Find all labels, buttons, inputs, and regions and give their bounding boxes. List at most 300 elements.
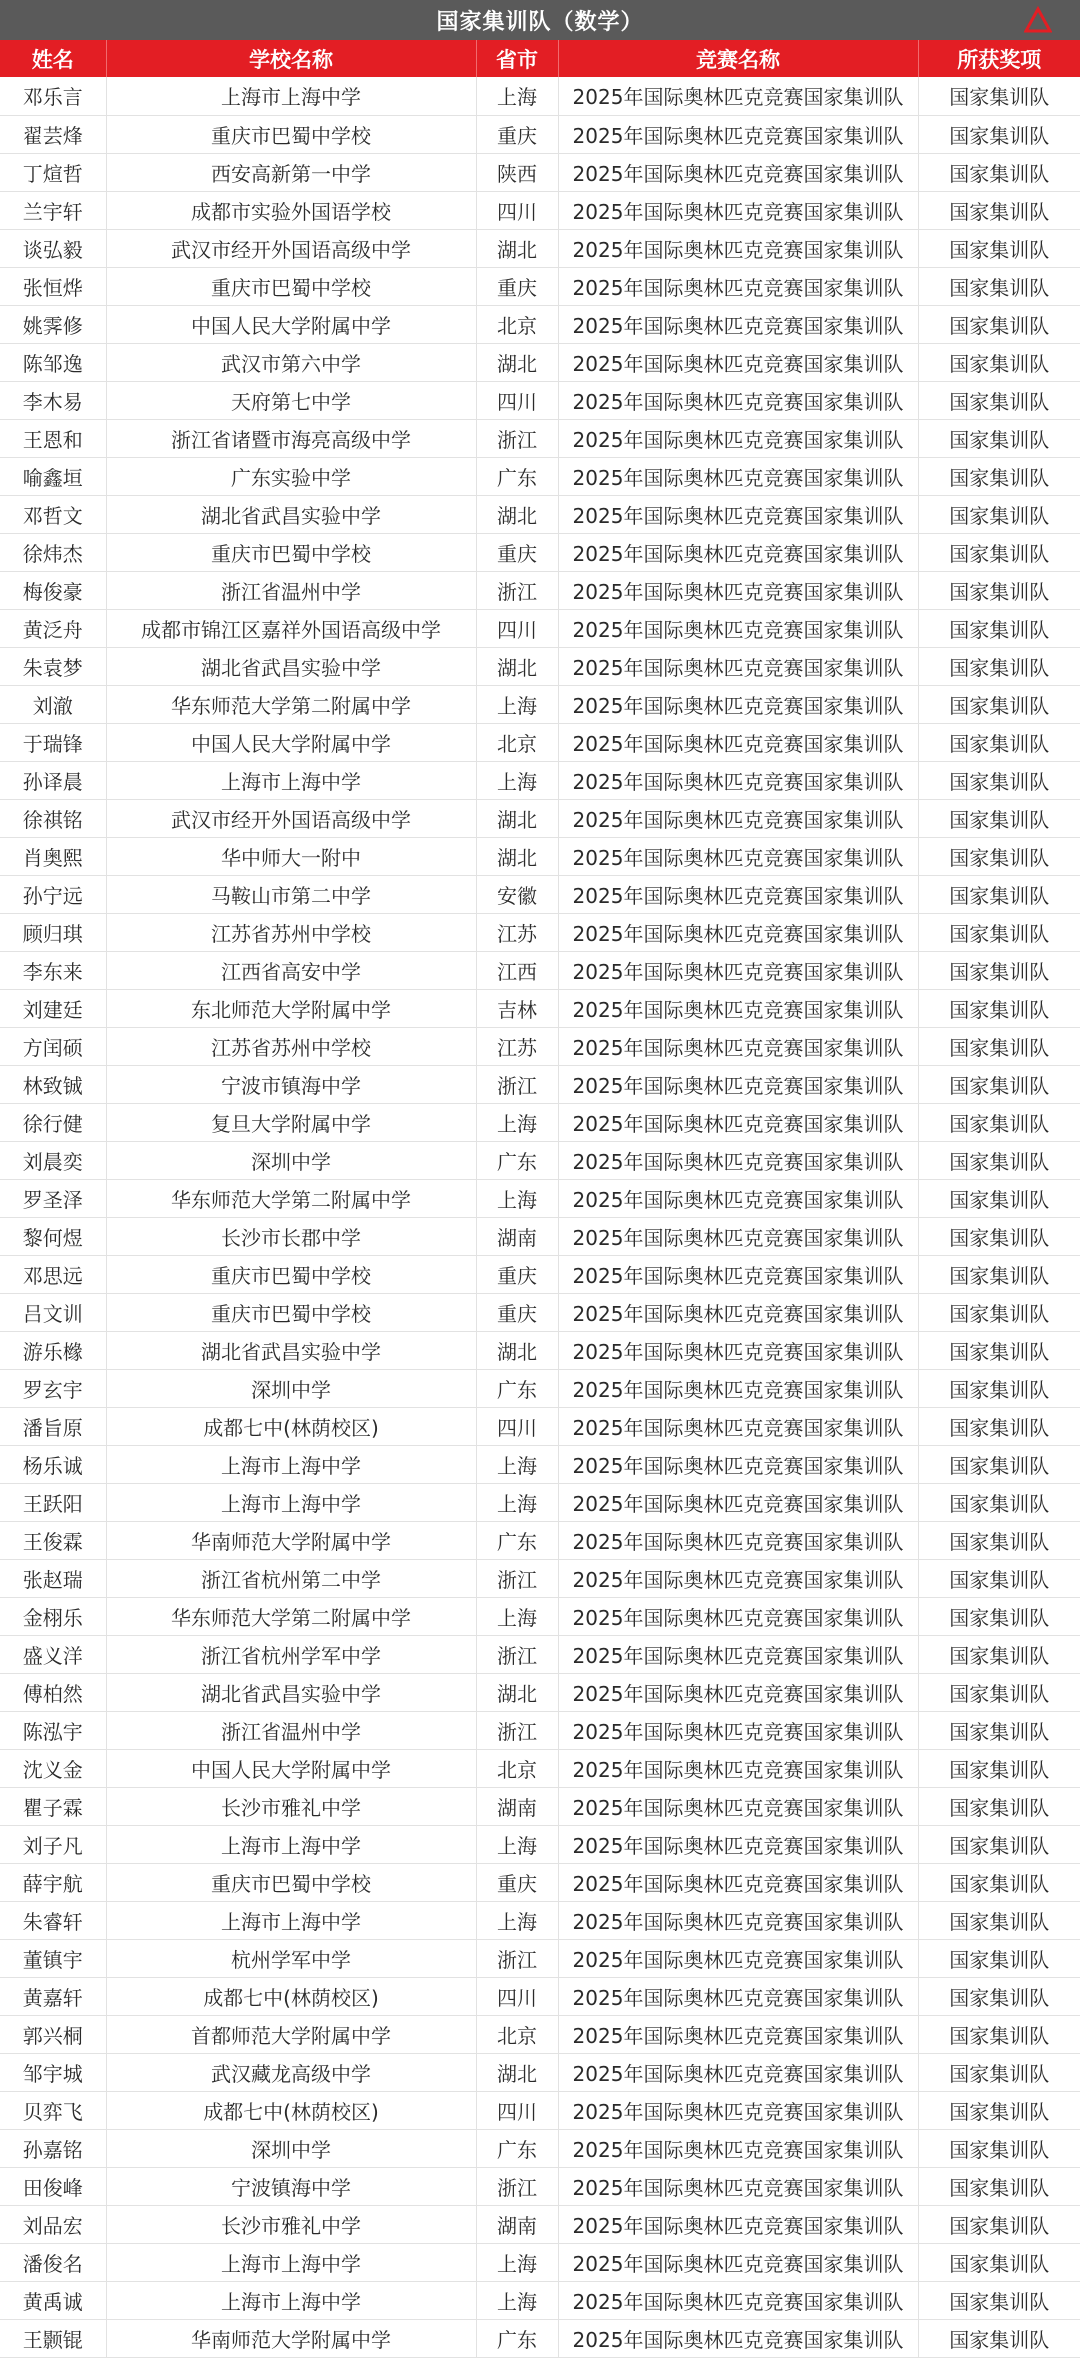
cell-award: 国家集训队 [918,2091,1080,2129]
cell-province: 上海 [476,1825,558,1863]
cell-province: 浙江 [476,419,558,457]
cell-province: 上海 [476,1901,558,1939]
cell-school: 上海市上海中学 [106,77,476,115]
table-row [0,419,1080,457]
cell-school: 武汉市经开外国语高级中学 [106,229,476,267]
cell-competition: 2025年国际奥林匹克竞赛国家集训队 [558,1065,918,1103]
cell-award: 国家集训队 [918,1483,1080,1521]
cell-award: 国家集训队 [918,799,1080,837]
cell-province: 湖北 [476,229,558,267]
cell-award: 国家集训队 [918,1559,1080,1597]
table-row [0,153,1080,191]
cell-competition: 2025年国际奥林匹克竞赛国家集训队 [558,1141,918,1179]
cell-competition: 2025年国际奥林匹克竞赛国家集训队 [558,1559,918,1597]
cell-award: 国家集训队 [918,647,1080,685]
cell-award: 国家集训队 [918,1901,1080,1939]
cell-name: 邓哲文 [0,495,106,533]
cell-province: 上海 [476,1179,558,1217]
table-banner [0,0,1080,40]
cell-province: 湖北 [476,1673,558,1711]
cell-name: 孙宁远 [0,875,106,913]
table-row [0,1027,1080,1065]
table-row [0,989,1080,1027]
cell-competition: 2025年国际奥林匹克竞赛国家集训队 [558,2281,918,2319]
cell-school: 湖北省武昌实验中学 [106,495,476,533]
cell-competition: 2025年国际奥林匹克竞赛国家集训队 [558,799,918,837]
cell-school: 宁波镇海中学 [106,2167,476,2205]
cell-school: 江苏省苏州中学校 [106,1027,476,1065]
table-row [0,647,1080,685]
cell-award: 国家集训队 [918,1863,1080,1901]
cell-name: 沈义金 [0,1749,106,1787]
cell-school: 华东师范大学第二附属中学 [106,685,476,723]
table-row [0,457,1080,495]
cell-province: 浙江 [476,1711,558,1749]
cell-school: 中国人民大学附属中学 [106,305,476,343]
cell-school: 重庆市巴蜀中学校 [106,1863,476,1901]
table-row [0,1103,1080,1141]
cell-name: 金栩乐 [0,1597,106,1635]
cell-competition: 2025年国际奥林匹克竞赛国家集训队 [558,837,918,875]
cell-school: 长沙市长郡中学 [106,1217,476,1255]
cell-school: 深圳中学 [106,1369,476,1407]
cell-province: 重庆 [476,267,558,305]
cell-province: 广东 [476,2319,558,2357]
cell-school: 马鞍山市第二中学 [106,875,476,913]
table-row [0,2319,1080,2357]
cell-competition: 2025年国际奥林匹克竞赛国家集训队 [558,1521,918,1559]
cell-province: 重庆 [476,1255,558,1293]
cell-school: 上海市上海中学 [106,1483,476,1521]
cell-name: 谈弘毅 [0,229,106,267]
table-row [0,1977,1080,2015]
cell-name: 游乐橼 [0,1331,106,1369]
cell-province: 上海 [476,1103,558,1141]
cell-competition: 2025年国际奥林匹克竞赛国家集训队 [558,1597,918,1635]
cell-school: 浙江省诸暨市海亮高级中学 [106,419,476,457]
table-row [0,2091,1080,2129]
cell-award: 国家集训队 [918,381,1080,419]
cell-province: 安徽 [476,875,558,913]
table-row [0,533,1080,571]
cell-province: 湖北 [476,2053,558,2091]
table-row [0,1293,1080,1331]
table-row [0,1331,1080,1369]
cell-competition: 2025年国际奥林匹克竞赛国家集训队 [558,2205,918,2243]
cell-province: 浙江 [476,1939,558,1977]
cell-province: 湖南 [476,1787,558,1825]
cell-name: 罗圣泽 [0,1179,106,1217]
cell-school: 长沙市雅礼中学 [106,2205,476,2243]
cell-school: 首都师范大学附属中学 [106,2015,476,2053]
cell-province: 浙江 [476,2167,558,2205]
cell-award: 国家集训队 [918,1521,1080,1559]
table-row [0,1255,1080,1293]
cell-school: 湖北省武昌实验中学 [106,1673,476,1711]
cell-province: 湖北 [476,343,558,381]
training-team-table [0,40,1080,2358]
cell-school: 成都七中(林荫校区) [106,1407,476,1445]
cell-award: 国家集训队 [918,1597,1080,1635]
cell-school: 浙江省温州中学 [106,1711,476,1749]
table-row [0,1901,1080,1939]
cell-competition: 2025年国际奥林匹克竞赛国家集训队 [558,343,918,381]
cell-competition: 2025年国际奥林匹克竞赛国家集训队 [558,1407,918,1445]
cell-name: 傅柏然 [0,1673,106,1711]
cell-province: 湖北 [476,495,558,533]
cell-province: 广东 [476,1141,558,1179]
table-row [0,305,1080,343]
cell-competition: 2025年国际奥林匹克竞赛国家集训队 [558,1217,918,1255]
cell-school: 武汉藏龙高级中学 [106,2053,476,2091]
cell-award: 国家集训队 [918,2281,1080,2319]
cell-school: 华中师大一附中 [106,837,476,875]
cell-province: 湖南 [476,2205,558,2243]
cell-award: 国家集训队 [918,609,1080,647]
cell-name: 邓思远 [0,1255,106,1293]
cell-school: 浙江省温州中学 [106,571,476,609]
cell-competition: 2025年国际奥林匹克竞赛国家集训队 [558,2015,918,2053]
cell-award: 国家集训队 [918,191,1080,229]
cell-competition: 2025年国际奥林匹克竞赛国家集训队 [558,1027,918,1065]
table-row [0,381,1080,419]
cell-province: 吉林 [476,989,558,1027]
header-province: 省市 [476,40,558,77]
cell-award: 国家集训队 [918,1293,1080,1331]
cell-province: 重庆 [476,533,558,571]
cell-name: 邓乐言 [0,77,106,115]
cell-competition: 2025年国际奥林匹克竞赛国家集训队 [558,2319,918,2357]
cell-award: 国家集训队 [918,115,1080,153]
cell-competition: 2025年国际奥林匹克竞赛国家集训队 [558,1863,918,1901]
table-row [0,2015,1080,2053]
cell-name: 梅俊豪 [0,571,106,609]
cell-award: 国家集训队 [918,533,1080,571]
table-row [0,609,1080,647]
cell-school: 浙江省杭州第二中学 [106,1559,476,1597]
cell-award: 国家集训队 [918,153,1080,191]
cell-award: 国家集训队 [918,2015,1080,2053]
cell-award: 国家集训队 [918,1445,1080,1483]
cell-award: 国家集训队 [918,1635,1080,1673]
table-row [0,1939,1080,1977]
table-row [0,837,1080,875]
cell-school: 重庆市巴蜀中学校 [106,1255,476,1293]
cell-name: 喻鑫垣 [0,457,106,495]
cell-name: 贝弈飞 [0,2091,106,2129]
cell-province: 湖北 [476,647,558,685]
cell-competition: 2025年国际奥林匹克竞赛国家集训队 [558,77,918,115]
cell-school: 上海市上海中学 [106,761,476,799]
table-row [0,77,1080,115]
cell-competition: 2025年国际奥林匹克竞赛国家集训队 [558,723,918,761]
cell-school: 天府第七中学 [106,381,476,419]
cell-name: 罗玄宇 [0,1369,106,1407]
cell-province: 重庆 [476,1863,558,1901]
cell-award: 国家集训队 [918,1369,1080,1407]
cell-school: 成都七中(林荫校区) [106,1977,476,2015]
cell-name: 陈邹逸 [0,343,106,381]
cell-name: 方闰硕 [0,1027,106,1065]
cell-award: 国家集训队 [918,1217,1080,1255]
cell-province: 浙江 [476,1065,558,1103]
cell-competition: 2025年国际奥林匹克竞赛国家集训队 [558,1939,918,1977]
cell-competition: 2025年国际奥林匹克竞赛国家集训队 [558,647,918,685]
cell-school: 湖北省武昌实验中学 [106,647,476,685]
table-row [0,1673,1080,1711]
cell-name: 田俊峰 [0,2167,106,2205]
cell-school: 西安高新第一中学 [106,153,476,191]
cell-award: 国家集训队 [918,1711,1080,1749]
cell-name: 邹宇城 [0,2053,106,2091]
cell-award: 国家集训队 [918,229,1080,267]
cell-province: 广东 [476,2129,558,2167]
cell-province: 上海 [476,1445,558,1483]
cell-name: 徐祺铭 [0,799,106,837]
cell-name: 瞿子霖 [0,1787,106,1825]
cell-award: 国家集训队 [918,723,1080,761]
table-row [0,2053,1080,2091]
cell-award: 国家集训队 [918,2129,1080,2167]
cell-province: 广东 [476,457,558,495]
cell-school: 华东师范大学第二附属中学 [106,1597,476,1635]
cell-province: 广东 [476,1521,558,1559]
cell-school: 重庆市巴蜀中学校 [106,1293,476,1331]
triangle-logo-icon [1024,6,1052,34]
cell-competition: 2025年国际奥林匹克竞赛国家集训队 [558,989,918,1027]
cell-province: 上海 [476,685,558,723]
cell-competition: 2025年国际奥林匹克竞赛国家集训队 [558,1103,918,1141]
table-row [0,1065,1080,1103]
cell-school: 长沙市雅礼中学 [106,1787,476,1825]
cell-school: 成都七中(林荫校区) [106,2091,476,2129]
table-row [0,495,1080,533]
table-row [0,1825,1080,1863]
cell-school: 上海市上海中学 [106,1445,476,1483]
cell-award: 国家集训队 [918,1331,1080,1369]
table-row [0,1863,1080,1901]
cell-province: 北京 [476,1749,558,1787]
cell-competition: 2025年国际奥林匹克竞赛国家集训队 [558,153,918,191]
table-row [0,191,1080,229]
cell-competition: 2025年国际奥林匹克竞赛国家集训队 [558,875,918,913]
cell-competition: 2025年国际奥林匹克竞赛国家集训队 [558,267,918,305]
cell-award: 国家集训队 [918,2053,1080,2091]
cell-name: 于瑞锋 [0,723,106,761]
cell-award: 国家集训队 [918,77,1080,115]
cell-competition: 2025年国际奥林匹克竞赛国家集训队 [558,533,918,571]
cell-competition: 2025年国际奥林匹克竞赛国家集训队 [558,609,918,647]
cell-school: 上海市上海中学 [106,2281,476,2319]
cell-competition: 2025年国际奥林匹克竞赛国家集训队 [558,1825,918,1863]
table-row [0,115,1080,153]
cell-school: 上海市上海中学 [106,2243,476,2281]
cell-province: 上海 [476,77,558,115]
cell-name: 朱睿轩 [0,1901,106,1939]
table-row [0,2129,1080,2167]
cell-name: 吕文训 [0,1293,106,1331]
cell-name: 王俊霖 [0,1521,106,1559]
table-header-row [0,40,1080,77]
cell-province: 浙江 [476,1559,558,1597]
cell-province: 陕西 [476,153,558,191]
cell-province: 上海 [476,1597,558,1635]
cell-competition: 2025年国际奥林匹克竞赛国家集训队 [558,457,918,495]
cell-name: 翟芸烽 [0,115,106,153]
cell-competition: 2025年国际奥林匹克竞赛国家集训队 [558,419,918,457]
cell-school: 武汉市第六中学 [106,343,476,381]
cell-award: 国家集训队 [918,951,1080,989]
cell-province: 湖北 [476,837,558,875]
cell-province: 上海 [476,2281,558,2319]
cell-name: 董镇宇 [0,1939,106,1977]
cell-award: 国家集训队 [918,1407,1080,1445]
cell-award: 国家集训队 [918,1065,1080,1103]
cell-award: 国家集训队 [918,1787,1080,1825]
cell-name: 刘品宏 [0,2205,106,2243]
table-row [0,1787,1080,1825]
cell-competition: 2025年国际奥林匹克竞赛国家集训队 [558,191,918,229]
cell-school: 广东实验中学 [106,457,476,495]
cell-competition: 2025年国际奥林匹克竞赛国家集训队 [558,1293,918,1331]
table-row [0,1521,1080,1559]
cell-province: 北京 [476,723,558,761]
cell-award: 国家集训队 [918,913,1080,951]
cell-school: 浙江省杭州学军中学 [106,1635,476,1673]
table-row [0,1597,1080,1635]
cell-award: 国家集训队 [918,267,1080,305]
cell-name: 顾归琪 [0,913,106,951]
cell-school: 华南师范大学附属中学 [106,1521,476,1559]
cell-province: 上海 [476,761,558,799]
cell-name: 黄泛舟 [0,609,106,647]
cell-school: 上海市上海中学 [106,1825,476,1863]
cell-award: 国家集训队 [918,419,1080,457]
cell-name: 刘建廷 [0,989,106,1027]
cell-province: 北京 [476,305,558,343]
table-row [0,267,1080,305]
table-row [0,1445,1080,1483]
cell-competition: 2025年国际奥林匹克竞赛国家集训队 [558,2091,918,2129]
cell-school: 成都市实验外国语学校 [106,191,476,229]
table-row [0,1711,1080,1749]
cell-province: 广东 [476,1369,558,1407]
cell-competition: 2025年国际奥林匹克竞赛国家集训队 [558,2167,918,2205]
cell-award: 国家集训队 [918,495,1080,533]
cell-province: 浙江 [476,571,558,609]
cell-award: 国家集训队 [918,685,1080,723]
cell-award: 国家集训队 [918,1255,1080,1293]
cell-competition: 2025年国际奥林匹克竞赛国家集训队 [558,115,918,153]
cell-name: 黎何煜 [0,1217,106,1255]
cell-award: 国家集训队 [918,1027,1080,1065]
cell-competition: 2025年国际奥林匹克竞赛国家集训队 [558,2243,918,2281]
cell-name: 刘子凡 [0,1825,106,1863]
cell-competition: 2025年国际奥林匹克竞赛国家集训队 [558,2129,918,2167]
cell-award: 国家集训队 [918,1977,1080,2015]
cell-name: 林致铖 [0,1065,106,1103]
cell-award: 国家集训队 [918,1103,1080,1141]
cell-name: 薛宇航 [0,1863,106,1901]
cell-name: 潘俊名 [0,2243,106,2281]
table-row [0,1141,1080,1179]
cell-name: 徐行健 [0,1103,106,1141]
cell-name: 刘晨奕 [0,1141,106,1179]
cell-school: 湖北省武昌实验中学 [106,1331,476,1369]
cell-school: 上海市上海中学 [106,1901,476,1939]
cell-competition: 2025年国际奥林匹克竞赛国家集训队 [558,2053,918,2091]
cell-award: 国家集训队 [918,875,1080,913]
cell-name: 王跃阳 [0,1483,106,1521]
cell-competition: 2025年国际奥林匹克竞赛国家集训队 [558,1977,918,2015]
table-row [0,2205,1080,2243]
cell-school: 华南师范大学附属中学 [106,2319,476,2357]
cell-competition: 2025年国际奥林匹克竞赛国家集训队 [558,1635,918,1673]
header-award: 所获奖项 [918,40,1080,77]
table-row [0,723,1080,761]
cell-competition: 2025年国际奥林匹克竞赛国家集训队 [558,1901,918,1939]
cell-competition: 2025年国际奥林匹克竞赛国家集训队 [558,685,918,723]
cell-province: 江西 [476,951,558,989]
cell-name: 姚霁修 [0,305,106,343]
cell-award: 国家集训队 [918,343,1080,381]
cell-name: 肖奥熙 [0,837,106,875]
cell-name: 盛义洋 [0,1635,106,1673]
cell-school: 杭州学军中学 [106,1939,476,1977]
cell-award: 国家集训队 [918,571,1080,609]
cell-competition: 2025年国际奥林匹克竞赛国家集训队 [558,1369,918,1407]
cell-school: 江苏省苏州中学校 [106,913,476,951]
table-row [0,229,1080,267]
cell-school: 复旦大学附属中学 [106,1103,476,1141]
cell-name: 兰宇轩 [0,191,106,229]
cell-province: 江苏 [476,1027,558,1065]
cell-competition: 2025年国际奥林匹克竞赛国家集训队 [558,761,918,799]
table-row [0,799,1080,837]
header-name: 姓名 [0,40,106,77]
cell-competition: 2025年国际奥林匹克竞赛国家集训队 [558,1749,918,1787]
table-row [0,685,1080,723]
cell-competition: 2025年国际奥林匹克竞赛国家集训队 [558,1445,918,1483]
cell-province: 四川 [476,1407,558,1445]
cell-school: 中国人民大学附属中学 [106,723,476,761]
table-row [0,1407,1080,1445]
cell-award: 国家集训队 [918,1673,1080,1711]
cell-school: 成都市锦江区嘉祥外国语高级中学 [106,609,476,647]
cell-competition: 2025年国际奥林匹克竞赛国家集训队 [558,305,918,343]
cell-school: 江西省高安中学 [106,951,476,989]
cell-name: 孙嘉铭 [0,2129,106,2167]
cell-name: 丁煊哲 [0,153,106,191]
table-row [0,2281,1080,2319]
table-row [0,951,1080,989]
cell-award: 国家集训队 [918,1749,1080,1787]
cell-competition: 2025年国际奥林匹克竞赛国家集训队 [558,1255,918,1293]
table-row [0,1369,1080,1407]
cell-award: 国家集训队 [918,1939,1080,1977]
cell-province: 湖南 [476,1217,558,1255]
table-row [0,571,1080,609]
cell-competition: 2025年国际奥林匹克竞赛国家集训队 [558,571,918,609]
cell-province: 湖北 [476,1331,558,1369]
cell-school: 深圳中学 [106,2129,476,2167]
header-competition: 竞赛名称 [558,40,918,77]
cell-award: 国家集训队 [918,2319,1080,2357]
cell-province: 四川 [476,381,558,419]
cell-name: 刘澈 [0,685,106,723]
cell-award: 国家集训队 [918,761,1080,799]
table-row [0,2243,1080,2281]
